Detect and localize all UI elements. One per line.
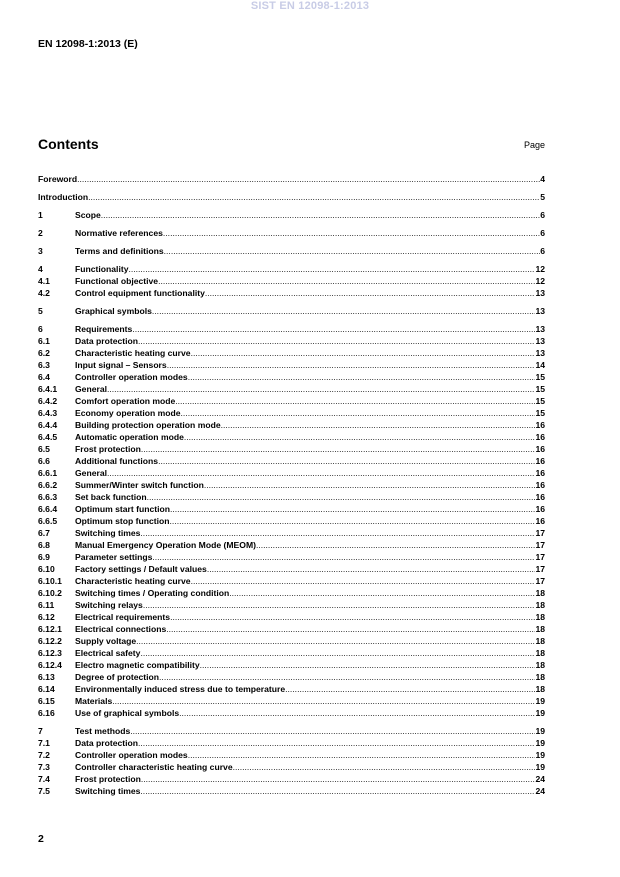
toc-entry-number: 7.4 xyxy=(38,774,50,784)
toc-dot-leader xyxy=(130,725,535,737)
toc-entry-number: 5 xyxy=(38,306,43,316)
toc-dot-leader xyxy=(147,491,536,503)
toc-entry-title: Data protection xyxy=(75,738,139,748)
toc-entry[interactable] xyxy=(38,563,545,575)
toc-entry-page: 17 xyxy=(535,540,545,550)
toc-entry-page: 16 xyxy=(535,480,545,490)
toc-entry-number: 6.4.5 xyxy=(38,432,58,442)
toc-dot-leader xyxy=(138,335,535,347)
toc-entry[interactable] xyxy=(38,623,545,635)
toc-entry-number: 6 xyxy=(38,324,43,334)
toc-entry-number: 1 xyxy=(38,210,43,220)
toc-entry-title: Optimum start function xyxy=(75,504,171,514)
toc-entry[interactable] xyxy=(38,455,545,467)
toc-entry-number: 7.5 xyxy=(38,786,50,796)
toc-dot-leader xyxy=(138,737,535,749)
toc-entry-title: Parameter settings xyxy=(75,552,153,562)
toc-entry-title: Electrical connections xyxy=(75,624,167,634)
toc-entry-title: Factory settings / Default values xyxy=(75,564,207,574)
toc-entry-page: 16 xyxy=(535,492,545,502)
toc-entry-number: 2 xyxy=(38,228,43,238)
toc-dot-leader xyxy=(136,635,535,647)
toc-entry-page: 19 xyxy=(535,738,545,748)
toc-entry-page: 17 xyxy=(535,564,545,574)
toc-entry[interactable] xyxy=(38,551,545,563)
toc-entry-page: 17 xyxy=(535,576,545,586)
toc-entry-number: 7.2 xyxy=(38,750,50,760)
page-column-label: Page xyxy=(523,140,545,150)
toc-entry[interactable] xyxy=(38,599,545,611)
contents-heading: Contents xyxy=(38,136,99,152)
toc-entry-title: Optimum stop function xyxy=(75,516,170,526)
toc-dot-leader xyxy=(88,191,540,203)
toc-entry-number: 6.12.4 xyxy=(38,660,62,670)
toc-dot-leader xyxy=(159,671,535,683)
toc-entry-page: 18 xyxy=(535,672,545,682)
toc-entry-title: Switching relays xyxy=(75,600,143,610)
toc-entry-page: 16 xyxy=(535,516,545,526)
toc-entry-title: Switching times xyxy=(75,786,141,796)
toc-entry[interactable] xyxy=(38,419,545,431)
toc-entry-page: 14 xyxy=(535,360,545,370)
toc-entry-title: Controller operation modes xyxy=(75,372,188,382)
toc-entry-number: 6.10.2 xyxy=(38,588,62,598)
toc-entry[interactable] xyxy=(38,773,545,785)
toc-entry-number: 7.3 xyxy=(38,762,50,772)
toc-entry-number: 6.11 xyxy=(38,600,55,610)
toc-entry[interactable] xyxy=(38,323,545,335)
toc-entry-title: Characteristic heating curve xyxy=(75,348,191,358)
toc-dot-leader xyxy=(140,647,535,659)
toc-dot-leader xyxy=(141,773,536,785)
toc-entry-number: 6.6.2 xyxy=(38,480,58,490)
toc-entry[interactable] xyxy=(38,515,545,527)
toc-entry-title: Electrical safety xyxy=(75,648,141,658)
toc-entry[interactable] xyxy=(38,209,545,221)
toc-entry-page: 16 xyxy=(535,420,545,430)
toc-entry-title: Set back function xyxy=(75,492,147,502)
toc-entry[interactable] xyxy=(38,359,545,371)
toc-dot-leader xyxy=(112,695,535,707)
toc-dot-leader xyxy=(158,455,535,467)
toc-entry-number: 4 xyxy=(38,264,43,274)
toc-dot-leader xyxy=(166,623,535,635)
toc-dot-leader xyxy=(107,383,535,395)
toc-entry-number: 6.4.2 xyxy=(38,396,58,406)
toc-entry-title: Control equipment functionality xyxy=(75,288,205,298)
toc-entry-number: 6.12.3 xyxy=(38,648,62,658)
toc-entry-page: 4 xyxy=(540,174,545,184)
toc-entry[interactable] xyxy=(38,635,545,647)
toc-dot-leader xyxy=(233,761,536,773)
toc-entry[interactable] xyxy=(38,659,545,671)
toc-entry-title: Switching times / Operating condition xyxy=(75,588,230,598)
toc-entry[interactable] xyxy=(38,611,545,623)
toc-entry[interactable] xyxy=(38,491,545,503)
toc-entry-page: 13 xyxy=(535,306,545,316)
table-of-contents xyxy=(38,173,545,797)
toc-entry[interactable] xyxy=(38,707,545,719)
toc-entry-number: 6.9 xyxy=(38,552,50,562)
toc-dot-leader xyxy=(152,305,536,317)
toc-entry-title: Functionality xyxy=(75,264,129,274)
toc-entry-title: Graphical symbols xyxy=(75,306,152,316)
toc-entry-title: Use of graphical symbols xyxy=(75,708,180,718)
toc-dot-leader xyxy=(191,347,536,359)
toc-entry-title: Frost protection xyxy=(75,444,141,454)
toc-entry-page: 15 xyxy=(535,408,545,418)
toc-entry-page: 15 xyxy=(535,372,545,382)
toc-entry[interactable] xyxy=(38,245,545,257)
toc-dot-leader xyxy=(140,527,535,539)
toc-entry-title: General xyxy=(75,384,108,394)
toc-dot-leader xyxy=(158,275,535,287)
toc-entry-number: 6.5 xyxy=(38,444,50,454)
toc-dot-leader xyxy=(184,431,536,443)
toc-entry-title: Normative references xyxy=(75,228,163,238)
toc-entry-title: Functional objective xyxy=(75,276,159,286)
toc-entry[interactable] xyxy=(38,671,545,683)
toc-entry-page: 18 xyxy=(535,612,545,622)
toc-entry-number: 6.3 xyxy=(38,360,50,370)
toc-entry-page: 18 xyxy=(535,648,545,658)
toc-entry-page: 17 xyxy=(535,528,545,538)
toc-entry-page: 19 xyxy=(535,750,545,760)
toc-entry[interactable] xyxy=(38,587,545,599)
toc-dot-leader xyxy=(152,551,535,563)
toc-entry-number: 6.10.1 xyxy=(38,576,62,586)
toc-entry-page: 17 xyxy=(535,552,545,562)
toc-entry-page: 18 xyxy=(535,636,545,646)
toc-entry[interactable] xyxy=(38,647,545,659)
toc-dot-leader xyxy=(101,209,540,221)
toc-entry-title: Characteristic heating curve xyxy=(75,576,191,586)
toc-entry[interactable] xyxy=(38,287,545,299)
toc-entry-title: Test methods xyxy=(75,726,131,736)
toc-entry-page: 19 xyxy=(535,762,545,772)
toc-entry-number: 6.4.1 xyxy=(38,384,58,394)
toc-entry-title: Electrical requirements xyxy=(75,612,171,622)
toc-entry-number: 6.12.1 xyxy=(38,624,62,634)
toc-dot-leader xyxy=(200,659,536,671)
toc-dot-leader xyxy=(175,395,535,407)
toc-entry[interactable] xyxy=(38,191,545,203)
toc-entry-title: Manual Emergency Operation Mode (MEOM) xyxy=(75,540,256,550)
toc-dot-leader xyxy=(164,245,541,257)
toc-entry-page: 13 xyxy=(535,348,545,358)
toc-entry-title: Economy operation mode xyxy=(75,408,181,418)
toc-entry-title: Terms and definitions xyxy=(75,246,164,256)
toc-entry-number: 6.13 xyxy=(38,672,55,682)
toc-entry-page: 13 xyxy=(535,336,545,346)
toc-entry-page: 15 xyxy=(535,384,545,394)
toc-entry[interactable] xyxy=(38,275,545,287)
toc-entry-page: 12 xyxy=(535,264,545,274)
toc-entry[interactable] xyxy=(38,443,545,455)
toc-dot-leader xyxy=(170,515,536,527)
toc-entry[interactable] xyxy=(38,467,545,479)
toc-entry-title: Supply voltage xyxy=(75,636,137,646)
toc-entry[interactable] xyxy=(38,395,545,407)
toc-entry-title: Foreword xyxy=(38,174,78,184)
toc-entry[interactable] xyxy=(38,347,545,359)
toc-dot-leader xyxy=(167,359,536,371)
toc-entry-page: 5 xyxy=(540,192,545,202)
toc-dot-leader xyxy=(170,503,535,515)
toc-entry[interactable] xyxy=(38,737,545,749)
toc-entry[interactable] xyxy=(38,407,545,419)
toc-entry-title: Scope xyxy=(75,210,101,220)
toc-dot-leader xyxy=(204,479,536,491)
toc-entry-number: 6.1 xyxy=(38,336,50,346)
toc-dot-leader xyxy=(188,371,536,383)
toc-entry-number: 6.6.4 xyxy=(38,504,58,514)
toc-entry-page: 6 xyxy=(540,210,545,220)
toc-entry-number: 6.6.5 xyxy=(38,516,58,526)
toc-entry[interactable] xyxy=(38,227,545,239)
toc-dot-leader xyxy=(170,611,535,623)
toc-entry-title: Switching times xyxy=(75,528,141,538)
toc-entry[interactable] xyxy=(38,761,545,773)
toc-entry-number: 6.8 xyxy=(38,540,50,550)
toc-entry-page: 24 xyxy=(535,786,545,796)
toc-entry-page: 12 xyxy=(535,276,545,286)
toc-entry-number: 6.6.1 xyxy=(38,468,58,478)
toc-entry-page: 19 xyxy=(535,726,545,736)
toc-entry-page: 16 xyxy=(535,456,545,466)
toc-entry-title: Requirements xyxy=(75,324,133,334)
toc-entry-number: 6.10 xyxy=(38,564,55,574)
toc-entry-title: Degree of protection xyxy=(75,672,160,682)
toc-entry-number: 6.16 xyxy=(38,708,55,718)
toc-entry[interactable] xyxy=(38,371,545,383)
toc-entry-number: 6.12 xyxy=(38,612,55,622)
toc-entry-title: Building protection operation mode xyxy=(75,420,221,430)
toc-entry-number: 4.2 xyxy=(38,288,50,298)
toc-entry-number: 6.6.3 xyxy=(38,492,58,502)
toc-entry-number: 4.1 xyxy=(38,276,50,286)
toc-dot-leader xyxy=(163,227,540,239)
toc-entry[interactable] xyxy=(38,305,545,317)
toc-entry-number: 6.7 xyxy=(38,528,50,538)
toc-entry[interactable] xyxy=(38,431,545,443)
toc-entry[interactable] xyxy=(38,263,545,275)
toc-entry-title: Summer/Winter switch function xyxy=(75,480,204,490)
toc-entry[interactable] xyxy=(38,479,545,491)
footer-page-number: 2 xyxy=(38,833,44,845)
toc-dot-leader xyxy=(143,599,536,611)
toc-dot-leader xyxy=(256,539,535,551)
toc-entry-page: 6 xyxy=(540,228,545,238)
toc-entry-title: Input signal – Sensors xyxy=(75,360,167,370)
toc-entry-title: General xyxy=(75,468,108,478)
toc-entry[interactable] xyxy=(38,695,545,707)
toc-entry-page: 18 xyxy=(535,600,545,610)
toc-entry[interactable] xyxy=(38,527,545,539)
toc-entry-page: 16 xyxy=(535,468,545,478)
toc-entry-number: 6.14 xyxy=(38,684,55,694)
toc-entry-title: Frost protection xyxy=(75,774,141,784)
toc-dot-leader xyxy=(221,419,536,431)
toc-entry-number: 7.1 xyxy=(38,738,50,748)
toc-entry-title: Controller characteristic heating curve xyxy=(75,762,233,772)
toc-entry-title: Introduction xyxy=(38,192,89,202)
toc-dot-leader xyxy=(140,785,535,797)
toc-entry-title: Automatic operation mode xyxy=(75,432,184,442)
toc-entry-page: 16 xyxy=(535,504,545,514)
toc-entry[interactable] xyxy=(38,575,545,587)
toc-entry-number: 6.4 xyxy=(38,372,50,382)
toc-entry[interactable] xyxy=(38,503,545,515)
toc-entry-page: 6 xyxy=(540,246,545,256)
document-header: EN 12098-1:2013 (E) xyxy=(38,38,138,50)
toc-entry-title: Electro magnetic compatibility xyxy=(75,660,200,670)
toc-entry-number: 7 xyxy=(38,726,43,736)
toc-dot-leader xyxy=(128,263,535,275)
toc-entry-page: 18 xyxy=(535,624,545,634)
toc-entry-page: 18 xyxy=(535,588,545,598)
toc-entry-page: 19 xyxy=(535,708,545,718)
watermark-text: SIST EN 12098-1:2013 xyxy=(250,0,370,12)
toc-dot-leader xyxy=(188,749,536,761)
toc-dot-leader xyxy=(141,443,536,455)
toc-entry[interactable] xyxy=(38,539,545,551)
toc-entry-number: 6.12.2 xyxy=(38,636,62,646)
toc-entry-title: Materials xyxy=(75,696,113,706)
toc-entry-page: 15 xyxy=(535,396,545,406)
toc-entry-page: 13 xyxy=(535,288,545,298)
toc-entry-page: 16 xyxy=(535,432,545,442)
toc-dot-leader xyxy=(77,173,540,185)
toc-entry[interactable] xyxy=(38,335,545,347)
toc-entry-number: 6.2 xyxy=(38,348,50,358)
toc-entry-page: 24 xyxy=(535,774,545,784)
toc-entry[interactable] xyxy=(38,683,545,695)
toc-entry-page: 19 xyxy=(535,696,545,706)
toc-entry-number: 6.15 xyxy=(38,696,55,706)
toc-entry-number: 6.4.3 xyxy=(38,408,58,418)
toc-entry-title: Additional functions xyxy=(75,456,159,466)
toc-entry-title: Controller operation modes xyxy=(75,750,188,760)
toc-entry[interactable] xyxy=(38,749,545,761)
toc-entry[interactable] xyxy=(38,383,545,395)
toc-entry[interactable] xyxy=(38,725,545,737)
toc-entry-number: 6.6 xyxy=(38,456,50,466)
toc-dot-leader xyxy=(207,563,536,575)
toc-dot-leader xyxy=(132,323,535,335)
toc-entry-page: 18 xyxy=(535,684,545,694)
toc-entry[interactable] xyxy=(38,173,545,185)
toc-dot-leader xyxy=(285,683,535,695)
toc-entry-page: 16 xyxy=(535,444,545,454)
toc-dot-leader xyxy=(107,467,535,479)
toc-dot-leader xyxy=(181,407,536,419)
toc-entry-number: 3 xyxy=(38,246,43,256)
toc-dot-leader xyxy=(205,287,536,299)
toc-entry-title: Environmentally induced stress due to temperature xyxy=(75,684,286,694)
toc-entry-title: Data protection xyxy=(75,336,139,346)
toc-entry-number: 6.4.4 xyxy=(38,420,58,430)
toc-dot-leader xyxy=(179,707,535,719)
toc-dot-leader xyxy=(229,587,535,599)
toc-entry-page: 13 xyxy=(535,324,545,334)
toc-dot-leader xyxy=(191,575,536,587)
toc-entry[interactable] xyxy=(38,785,545,797)
toc-entry-title: Comfort operation mode xyxy=(75,396,176,406)
toc-entry-page: 18 xyxy=(535,660,545,670)
